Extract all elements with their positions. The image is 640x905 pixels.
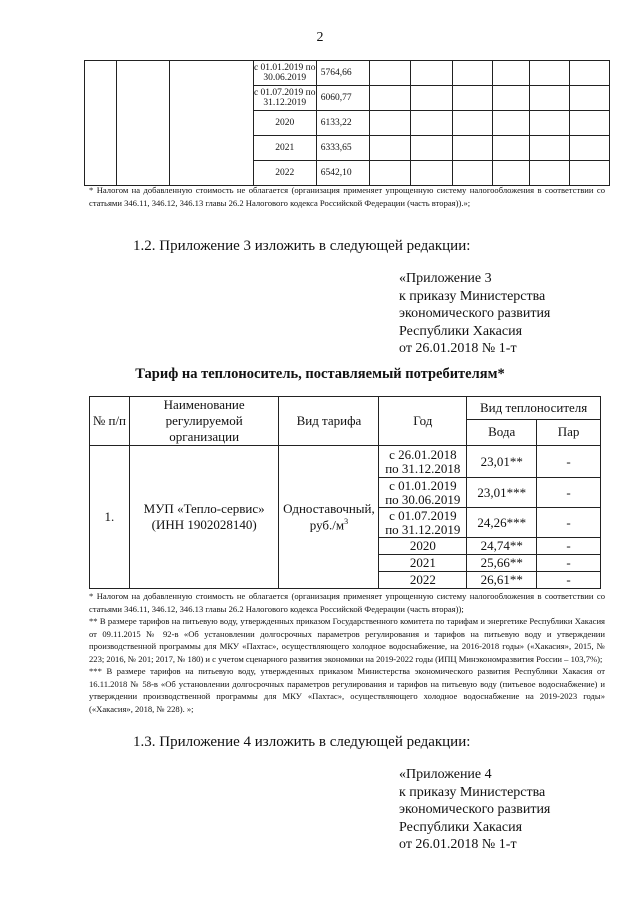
- period-from: с 01.07.2019: [389, 507, 457, 523]
- steam-cell: -: [537, 572, 601, 589]
- steam-cell: -: [537, 446, 601, 478]
- period-cell: 2021: [253, 136, 316, 161]
- steam-cell: -: [537, 538, 601, 555]
- table-row: [90, 446, 601, 478]
- steam-cell: -: [537, 478, 601, 508]
- tariff-type: Одноставочный,: [283, 500, 375, 516]
- annex-line: «Приложение 3: [399, 271, 492, 286]
- header-carrier: Вид теплоносителя: [467, 397, 601, 420]
- org-inn: (ИНН 1902028140): [151, 517, 257, 532]
- annex-3-header: [399, 270, 550, 358]
- org-cell: [129, 446, 279, 589]
- water-cell: 25,66**: [467, 555, 537, 572]
- water-cell: 24,26***: [467, 508, 537, 538]
- paragraph-1-3: 1.3. Приложение 4 изложить в следующей редакции:: [133, 734, 471, 750]
- water-cell: 24,74**: [467, 538, 537, 555]
- footnote-3: *** В размере тарифов на питьевую воду, утвержденных приказом Министерства экономического развития Республики Хакасия от 16.11.2018 № 58-в «Об установлении долгосрочных параметров регулирования и тарифов на питьевую воду (питьевое водоснабжение) и утверждении производственной программы для МКУ «Пахтас», осуществляющего холодное водоснабжение на 2019-2023 годы» («Хакасия», 2018, № 228). »;: [89, 666, 605, 714]
- water-cell: 26,61**: [467, 572, 537, 589]
- page-number: 2: [316, 30, 324, 45]
- annex-line: «Приложение 4: [399, 767, 492, 782]
- period-cell: 2022: [379, 572, 467, 589]
- value-cell: 5764,66: [316, 61, 369, 86]
- period-cell: [379, 478, 467, 508]
- continuation-table: [84, 60, 610, 186]
- period-to: по 31.12.2019: [385, 521, 461, 537]
- tariff-table: [89, 396, 601, 589]
- tariff-type-cell: [279, 446, 379, 589]
- footnote-2: ** В размере тарифов на питьевую воду, утвержденных приказом Государственного комитета по тарифам и энергетике Республики Хакасия от 09.11.2015 № 92-в «Об установлении долгосрочных параметров регулирования и тарифов на питьевую воду и утверждении производственной программы для МКУ «Пахтас», осуществляющего холодное водоснабжение, на 2016-2018 годы» («Хакасия», 2015, № 223; 2016, № 201; 2017, № 180) и с учетом сценарного развития экономики на 2019-2022 годы (ИПЦ Минэкономразвития России – 103,7%);: [89, 616, 605, 664]
- header-type: Вид тарифа: [279, 397, 379, 446]
- water-cell: 23,01**: [467, 446, 537, 478]
- tariff-unit-sup: 3: [344, 516, 349, 526]
- org-name: МУП «Тепло-сервис»: [143, 501, 265, 516]
- header-num: № п/п: [90, 397, 130, 446]
- water-cell: 23,01***: [467, 478, 537, 508]
- annex-4-header: [399, 766, 550, 854]
- annex-line: от 26.01.2018 № 1-т: [399, 341, 517, 356]
- paragraph-1-2: 1.2. Приложение 3 изложить в следующей редакции:: [133, 238, 471, 254]
- period-cell: с 01.07.2019 по 31.12.2019: [253, 86, 316, 111]
- value-cell: 6333,65: [316, 136, 369, 161]
- tariff-unit: руб./м: [309, 517, 345, 533]
- annex-line: Республики Хакасия: [399, 323, 523, 339]
- period-from: с 26.01.2018: [389, 446, 457, 462]
- annex-line: к приказу Министерства: [399, 288, 546, 304]
- header-water: Вода: [467, 419, 537, 445]
- period-cell: 2020: [379, 538, 467, 555]
- header-org: Наименование регулируемой организации: [129, 397, 279, 446]
- top-table-footnote: * Налогом на добавленную стоимость не облагается (организация применяет упрощенную систему налогообложения в соответствии со статьями 346.11, 346.12, 346.13 главы 26.2 Налогового кодекса Российской Федерации (часть вторая)).»;: [89, 185, 605, 208]
- period-to: по 31.12.2018: [385, 460, 461, 476]
- period-cell: 2022: [253, 161, 316, 186]
- annex-line: Республики Хакасия: [399, 819, 523, 835]
- annex-line: от 26.01.2018 № 1-т: [399, 837, 517, 852]
- period-cell: 2021: [379, 555, 467, 572]
- table-row: [85, 61, 610, 86]
- tariff-unit-line: [279, 517, 378, 533]
- header-year: Год: [379, 397, 467, 446]
- footnotes: [89, 590, 605, 715]
- annex-line: к приказу Министерства: [399, 784, 546, 800]
- period-cell: с 01.01.2019 по 30.06.2019: [253, 61, 316, 86]
- steam-cell: -: [537, 508, 601, 538]
- value-cell: 6060,77: [316, 86, 369, 111]
- annex-line: экономического развития: [399, 306, 551, 321]
- value-cell: 6133,22: [316, 111, 369, 136]
- footnote-1: * Налогом на добавленную стоимость не облагается (организация применяет упрощенную систему налогообложения в соответствии со статьями 346.11, 346.12, 346.13 главы 26.2 Налогового кодекса Российской Федерации (часть вторая));: [89, 591, 605, 614]
- period-to: по 30.06.2019: [385, 491, 461, 507]
- annex-line: экономического развития: [399, 802, 551, 817]
- period-cell: [379, 508, 467, 538]
- period-cell: 2020: [253, 111, 316, 136]
- tariff-title: Тариф на теплоноситель, поставляемый потребителям*: [135, 366, 505, 382]
- header-steam: Пар: [537, 419, 601, 445]
- row-number: 1.: [90, 446, 130, 589]
- period-from: с 01.01.2019: [389, 477, 457, 493]
- steam-cell: -: [537, 555, 601, 572]
- value-cell: 6542,10: [316, 161, 369, 186]
- period-cell: [379, 446, 467, 478]
